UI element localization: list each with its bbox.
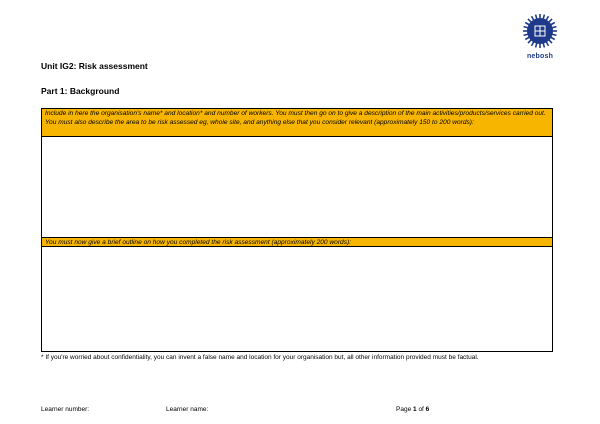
- logo-text: nebosh: [526, 53, 554, 60]
- nebosh-emblem-icon: [520, 10, 560, 52]
- background-form-box: [41, 108, 553, 352]
- page-current: 1: [413, 406, 417, 413]
- confidentiality-footnote: * If you're worried about confidentiality, you can invent a false name and location for your organisation but, all other information provided must be factual.: [41, 354, 479, 361]
- nebosh-logo: [520, 10, 560, 66]
- instruction-band-1: Include in here the organisation's name* and location* and number of workers. You must then go on to give a description of the main activities/products/services carried out. You must also describe the area to be risk assessed eg, whole site, and anything else that you consider relevant (approximately 150 to 200 words):: [42, 109, 552, 137]
- answer-area-1[interactable]: [42, 137, 552, 237]
- page-of: of: [418, 406, 424, 413]
- unit-title: Unit IG2: Risk assessment: [41, 61, 148, 71]
- learner-number-label: Learner number:: [41, 406, 90, 413]
- page-total: 6: [425, 406, 430, 413]
- instruction-band-2: You must now give a brief outline on how you completed the risk assessment (approximately 200 words):: [42, 237, 552, 247]
- page-indicator: [396, 406, 429, 413]
- page-word: Page: [396, 406, 412, 413]
- part-title: Part 1: Background: [41, 86, 120, 96]
- learner-name-label: Learner name:: [166, 406, 209, 413]
- answer-area-2[interactable]: [42, 247, 552, 351]
